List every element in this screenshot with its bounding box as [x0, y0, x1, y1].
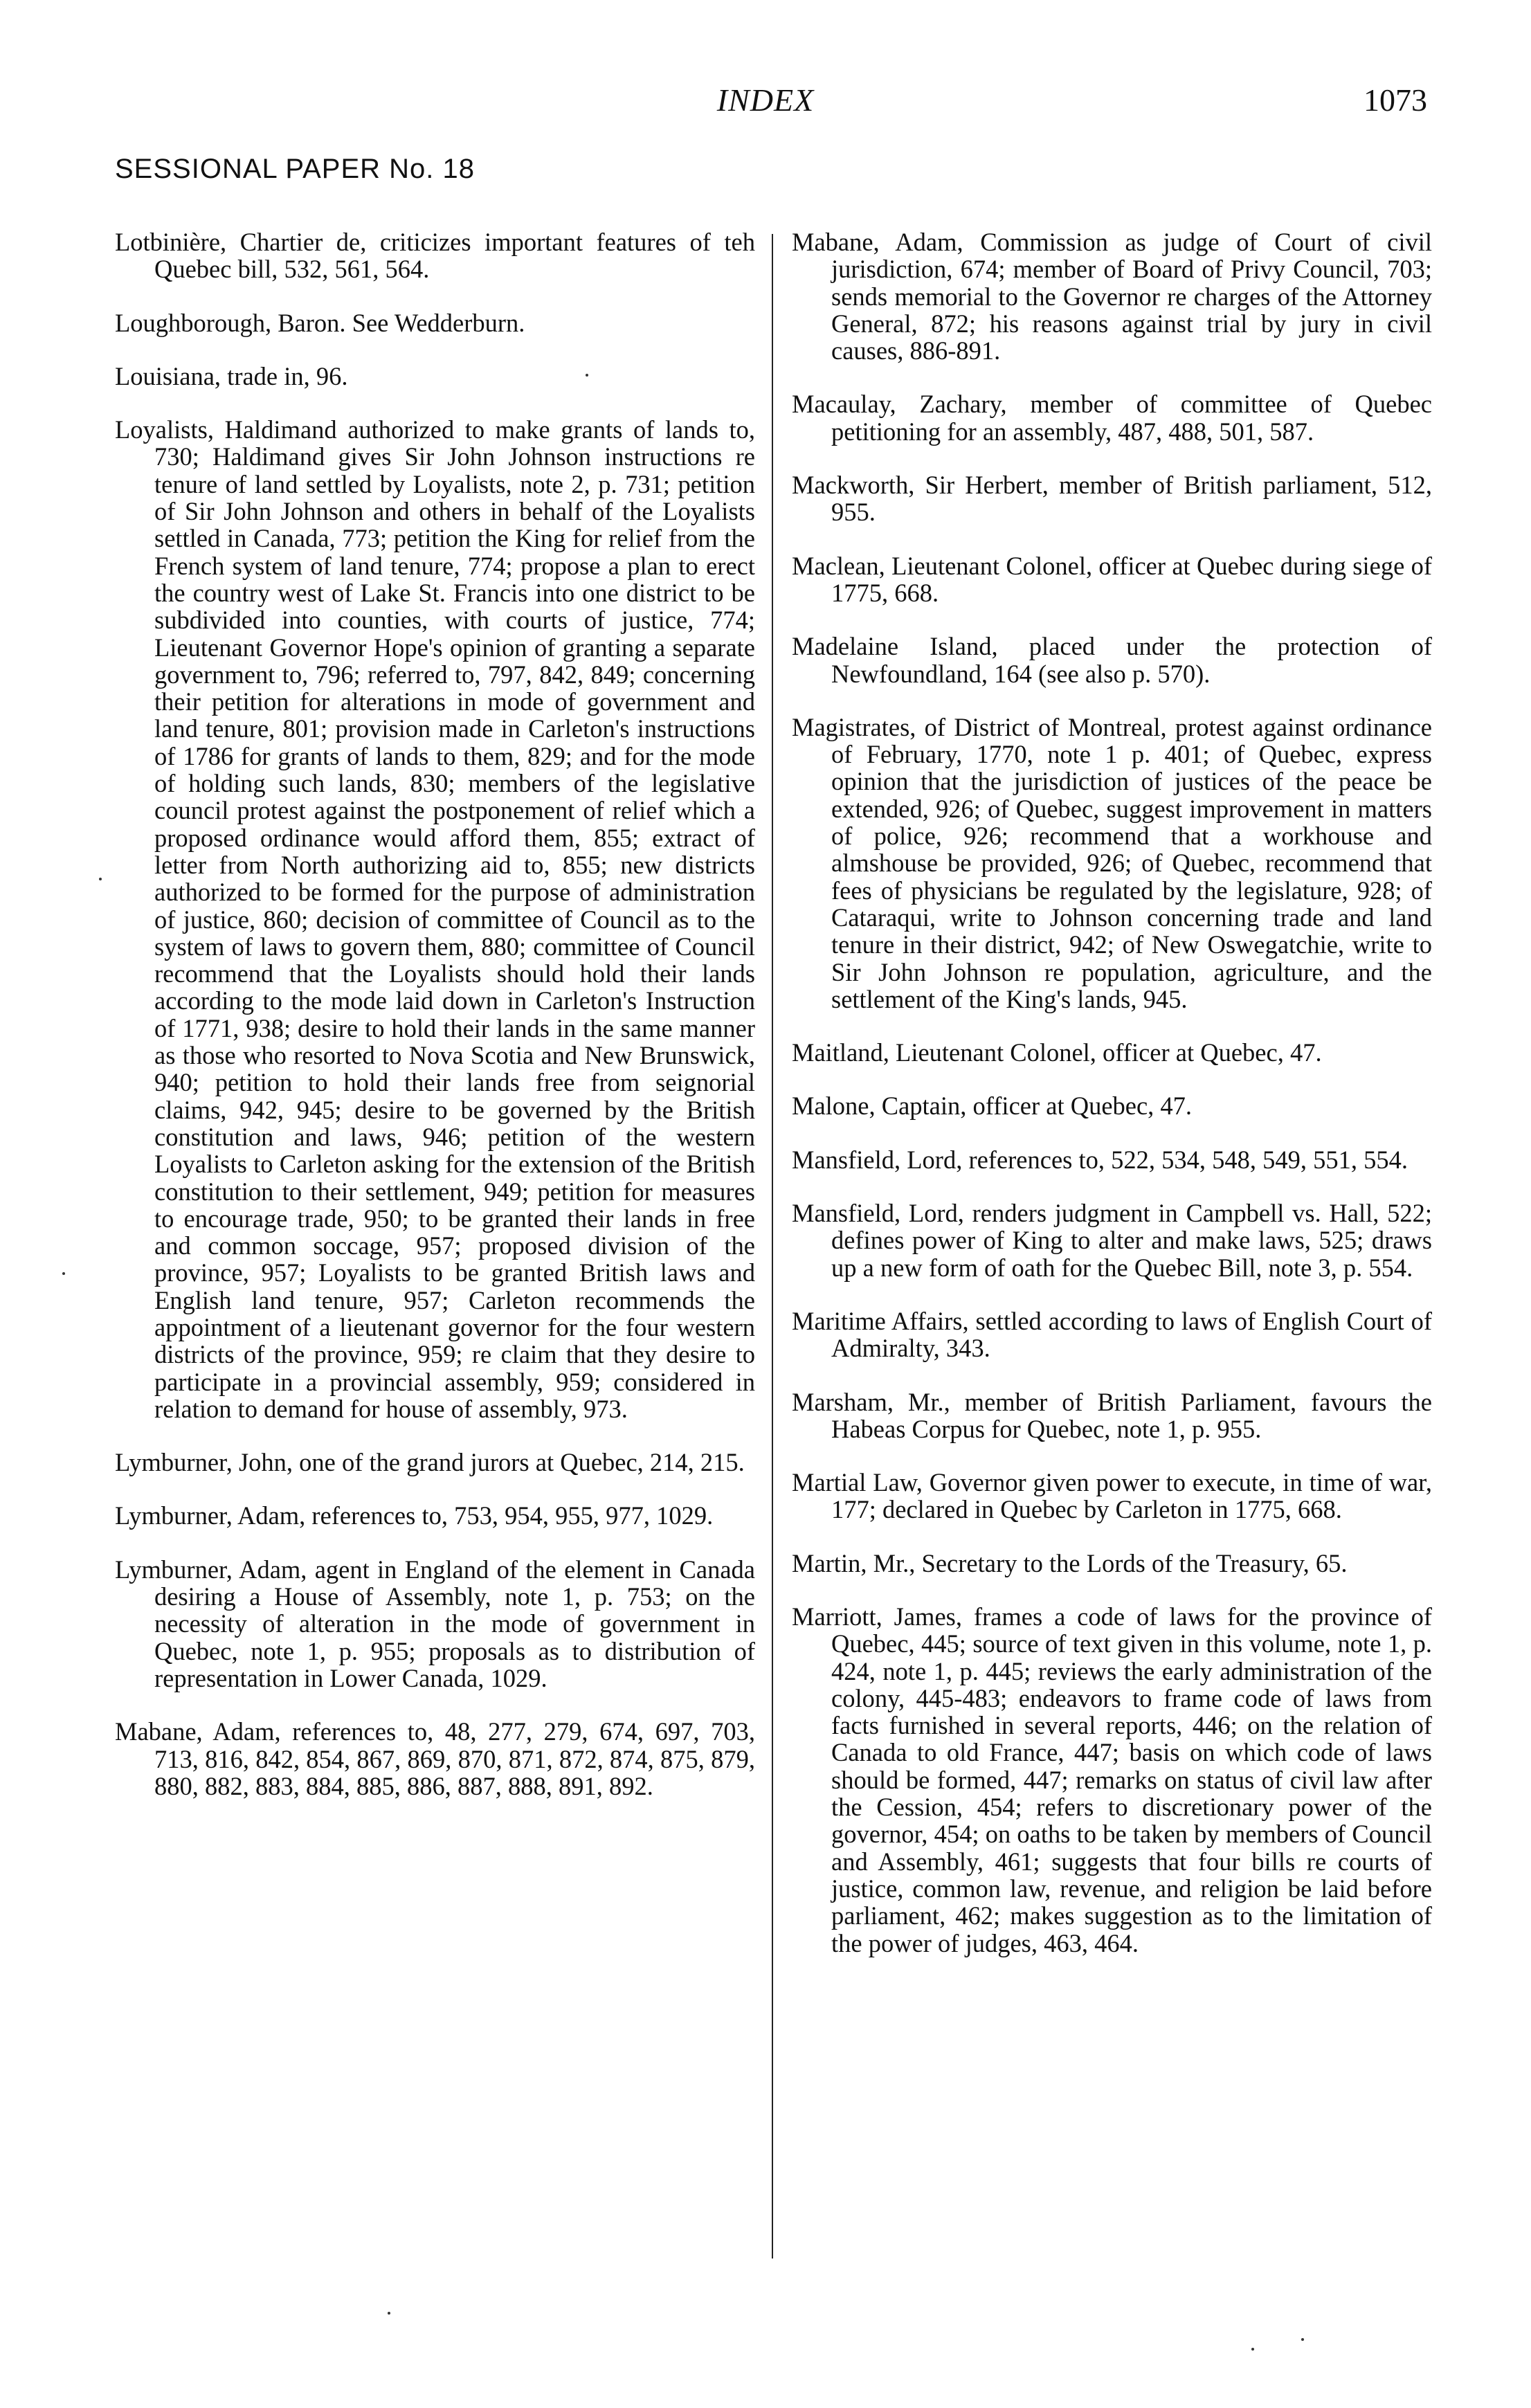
index-column-left: [115, 228, 755, 1826]
index-entry-maitland: Maitland, Lieutenant Colonel, officer at Quebec, 47.: [792, 1038, 1322, 1067]
index-entry-macaulay: Macaulay, Zachary, member of committee of Quebec petitioning for an assembly, 487, 488, 501, 587.: [792, 390, 1432, 446]
index-entry-lotbiniere: Lotbinière, Chartier de, criticizes important features of teh Quebec bill, 532, 561, 564.: [115, 228, 755, 284]
index-entry-mansfield-references: Mansfield, Lord, references to, 522, 534, 548, 549, 551, 554.: [792, 1145, 1408, 1174]
page-number: 1073: [1364, 82, 1427, 118]
print-speck: [586, 374, 588, 377]
index-entry-martin: Martin, Mr., Secretary to the Lords of the Treasury, 65.: [792, 1548, 1348, 1577]
index-entry-malone: Malone, Captain, officer at Quebec, 47.: [792, 1092, 1193, 1121]
index-entry-maritime-affairs: Maritime Affairs, settled according to laws of English Court of Admiralty, 343.: [792, 1306, 1432, 1363]
index-entry-mansfield-judgment: Mansfield, Lord, renders judgment in Campbell vs. Hall, 522; defines power of King to alter and make laws, 525; draws up a new form of oath for the Quebec Bill, note 3, p. 554.: [792, 1199, 1432, 1282]
index-entry-loughborough: Loughborough, Baron. See Wedderburn.: [115, 308, 525, 337]
index-entry-maclean: Maclean, Lieutenant Colonel, officer at Quebec during siege of 1775, 668.: [792, 551, 1432, 607]
index-entry-mabane-commission: Mabane, Adam, Commission as judge of Court of civil jurisdiction, 674; member of Board of Privy Council, 703; sends memorial to the Governor re charges of the Attorney General, 872; his reasons against trial by jury in civil causes, 886-891.: [792, 228, 1432, 365]
print-speck: [99, 878, 102, 880]
index-entry-louisiana: Louisiana, trade in, 96.: [115, 361, 348, 390]
print-speck: [1251, 2348, 1254, 2351]
running-header-title: INDEX: [716, 82, 815, 118]
index-entry-mabane-references: Mabane, Adam, references to, 48, 277, 279, 674, 697, 703, 713, 816, 842, 854, 867, 869, 870, 871, 872, 874, 875, 879, 880, 882, 883, 884, 885, 886, 887, 888, 891, 892.: [115, 1717, 755, 1800]
print-speck: [388, 2312, 390, 2315]
index-entry-mackworth: Mackworth, Sir Herbert, member of British parliament, 512, 955.: [792, 471, 1432, 527]
index-entry-lymburner-adam-references: Lymburner, Adam, references to, 753, 954, 955, 977, 1029.: [115, 1501, 714, 1530]
index-column-right: [792, 228, 1432, 1983]
index-entry-martial-law: Martial Law, Governor given power to execute, in time of war, 177; declared in Quebec by Carleton in 1775, 668.: [792, 1468, 1432, 1524]
index-entry-lymburner-adam-agent: Lymburner, Adam, agent in England of the element in Canada desiring a House of Assembly, note 1, p. 753; on the necessity of alteration in the mode of government in Quebec, note 1, p. 955; proposals as to distribution of representation in Lower Canada, 1029.: [115, 1555, 755, 1692]
index-entry-loyalists: Loyalists, Haldimand authorized to make grants of lands to, 730; Haldimand gives Sir John Johnson instructions re tenure of land settled by Loyalists, note 2, p. 731; petition of Sir John Johnson and others in behalf of the Loyalists settled in Canada, 773; petition the King for relief from the French system of land tenure, 774; propose a plan to erect the country west of Lake St. Francis into one district to be subdivided into counties, with courts of justice, 774; Lieutenant Governor Hope's opinion of granting a separate government to, 796; referred to, 797, 842, 849; concerning their petition for alterations in mode of government and land tenure, 801; provision made in Carleton's instructions of 1786 for grants of lands to them, 829; and for the mode of holding such lands, 830; members of the legislative council protest against the postponement of relief which a proposed ordinance would afford them, 855; extract of letter from North authorizing aid to, 855; new districts authorized to be formed for the purpose of administration of justice, 860; decision of committee of Council as to the system of laws to govern them, 880; committee of Council recommend that the Loyalists should hold their lands according to the mode laid down in Carleton's Instruction of 1771, 938; desire to hold their lands in the same manner as those who resorted to Nova Scotia and New Brunswick, 940; petition to hold their lands free from seignorial claims, 942, 945; desire to be governed by the British constitution and laws, 946; petition of the western Loyalists to Carleton asking for the extension of the British constitution to their settlement, 949; petition for measures to encourage trade, 950; to be granted their lands in free and common soccage, 957; proposed division of the province, 957; Loyalists to be granted British laws and English land tenure, 957; Carleton recommends the appointment of a lieutenant governor for the four western districts of the province, 959; re claim that they desire to participate in a provincial assembly, 959; considered in relation to demand for house of assembly, 973.: [115, 415, 755, 1423]
sessional-paper-label: SESSIONAL PAPER No. 18: [115, 154, 475, 184]
index-entry-marsham: Marsham, Mr., member of British Parliament, favours the Habeas Corpus for Quebec, note 1, p. 955.: [792, 1387, 1432, 1443]
index-entry-marriott: Marriott, James, frames a code of laws for the province of Quebec, 445; source of text given in this volume, note 1, p. 424, note 1, p. 445; reviews the early administration of the colony, 445-483; endeavors to frame code of laws from facts furnished in several reports, 446; on the relation of Canada to old France, 447; basis on which code of laws should be formed, 447; remarks on status of civil law after the Cession, 454; refers to discretionary power of the governor, 454; on oaths to be taken by members of Council and Assembly, 461; suggests that four bills re courts of justice, common law, revenue, and religion be laid before parliament, 462; makes suggestion as to the limitation of the power of judges, 463, 464.: [792, 1602, 1432, 1957]
index-entry-lymburner-john: Lymburner, John, one of the grand jurors at Quebec, 214, 215.: [115, 1448, 745, 1477]
print-speck: [1301, 2338, 1304, 2341]
print-speck: [62, 1272, 65, 1275]
index-entry-madelaine-island: Madelaine Island, placed under the protection of Newfoundland, 164 (see also p. 570).: [792, 632, 1432, 688]
column-divider: [772, 234, 773, 2258]
index-entry-magistrates: Magistrates, of District of Montreal, protest against ordinance of February, 1770, note 1 p. 401; of Quebec, express opinion that the jurisdiction of justices of the peace be extended, 926; of Quebec, suggest improvement in matters of police, 926; recommend that a workhouse and almshouse be provided, 926; of Quebec, recommend that fees of physicians be regulated by the legislature, 928; of Cataraqui, write to Johnson concerning trade and land tenure in their district, 942; of New Oswegatchie, write to Sir John Johnson re population, agriculture, and the settlement of the King's lands, 945.: [792, 712, 1432, 1013]
